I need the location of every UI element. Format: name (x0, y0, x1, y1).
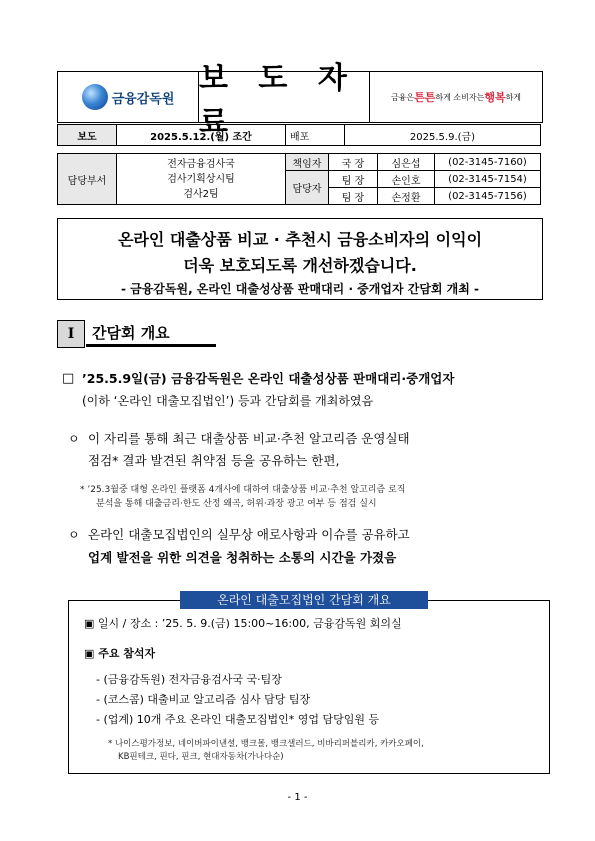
contact-role: 팀 장 (329, 188, 378, 205)
contact-role: 팀 장 (329, 171, 378, 188)
resp-label: 책임자 (286, 154, 329, 171)
contact-phone: (02-3145-7160) (435, 154, 541, 171)
release-table (57, 124, 541, 146)
para2-note1: * ’25.3월중 대형 온라인 플랫폼 4개사에 대하여 대출상품 비교·추천 알고리즘 로직 (80, 485, 406, 495)
headline-line1: 온라인 대출상품 비교 · 추천시 금융소비자의 이익이 (117, 230, 483, 249)
section-underline (86, 344, 216, 347)
slogan-highlight: 튼튼 (414, 91, 436, 104)
contact-name: 손인호 (378, 171, 435, 188)
slogan-part: 금융은 (390, 92, 415, 102)
logo-text: 금융감독원 (111, 91, 175, 107)
dept-label: 담당부서 (58, 154, 117, 205)
distribution-date: 2025.5.9.(금) (345, 125, 541, 146)
box-sub3: - (업계) 10개 주요 온라인 대출모집법인* 영업 담당임원 등 (96, 713, 380, 726)
contact-role: 국 장 (329, 154, 378, 171)
headline-line2: 더욱 보호되도록 개선하겠습니다. (183, 256, 417, 275)
release-date: 2025.5.12.(월) 조간 (117, 125, 286, 146)
para3-line2: 업계 발전을 위한 의견을 청취하는 소통의 시간을 가졌음 (88, 550, 397, 565)
dept-line: 전자금융검사국 (167, 158, 235, 170)
contact-name: 손정환 (378, 188, 435, 205)
contact-phone: (02-3145-7156) (435, 188, 541, 205)
box-item-datetime: ▣ 일시 / 장소 : ’25. 5. 9.(금) 15:00~16:00, 금융감독원 회의실 (84, 617, 402, 630)
slogan (370, 72, 542, 122)
slogan-highlight: 행복 (484, 91, 506, 104)
headline-box (57, 218, 543, 300)
headline-subtitle: - 금융감독원, 온라인 대출성상품 판매대리 · 중개업자 간담회 개최 - (120, 282, 480, 296)
contact-phone: (02-3145-7154) (435, 171, 541, 188)
distribution-label: 배포 (286, 125, 345, 146)
dept-line: 검사2팀 (183, 188, 219, 200)
contacts-table (57, 153, 541, 205)
dept-line: 검사기획상시팀 (167, 173, 235, 185)
box-note2: KB핀테크, 핀다, 핀크, 현대자동차(가나다순) (118, 752, 284, 762)
dept-names (117, 154, 286, 205)
page-number: - 1 - (287, 792, 308, 803)
para1-line2: (이하 ‘온라인 대출모집법인’) 등과 간담회를 개최하였음 (82, 394, 374, 408)
para2-bullet: ㅇ (68, 432, 80, 446)
box-sub1: - (금융감독원) 전자금융검사국 국·팀장 (96, 673, 282, 686)
section-number: I (57, 320, 85, 348)
para3-bullet: ㅇ (68, 528, 80, 542)
fss-logo (58, 72, 199, 122)
contact-name: 심은섭 (378, 154, 435, 171)
para1-bullet: □ (62, 371, 75, 386)
section-title: 간담회 개요 (92, 324, 170, 342)
para2-line2: 점검* 결과 발견된 취약점 등을 공유하는 한편, (88, 453, 340, 468)
slogan-part: 하게 (505, 92, 522, 102)
slogan-part: 하게 소비자는 (435, 92, 485, 102)
staff-label: 담당자 (286, 171, 329, 205)
press-title: 보 도 자 료 (199, 72, 370, 122)
para3-line1: 온라인 대출모집법인의 실무상 애로사항과 이슈를 공유하고 (88, 527, 410, 542)
para1-line1: ’25.5.9일(금) 금융감독원은 온라인 대출성상품 판매대리·중개업자 (82, 371, 455, 386)
box-item-attendees: ▣ 주요 참석자 (84, 647, 156, 660)
summary-box-title: 온라인 대출모집법인 간담회 개요 (180, 591, 428, 609)
para2-line1: 이 자리를 통해 최근 대출상품 비교·추천 알고리즘 운영실태 (88, 431, 410, 446)
release-label: 보도 (58, 125, 117, 146)
para2-note2: 분석을 통해 대출금리·한도 산정 왜곡, 허위·과장 광고 여부 등 점검 실시 (96, 499, 377, 509)
globe-logo-icon (82, 84, 108, 110)
box-note1: * 나이스평가정보, 네이버파이낸셜, 뱅크몰, 뱅크샐러드, 비바리퍼블리카, 카카오페이, (108, 739, 424, 749)
box-sub2: - (코스콤) 대출비교 알고리즘 심사 담당 팀장 (96, 693, 311, 706)
